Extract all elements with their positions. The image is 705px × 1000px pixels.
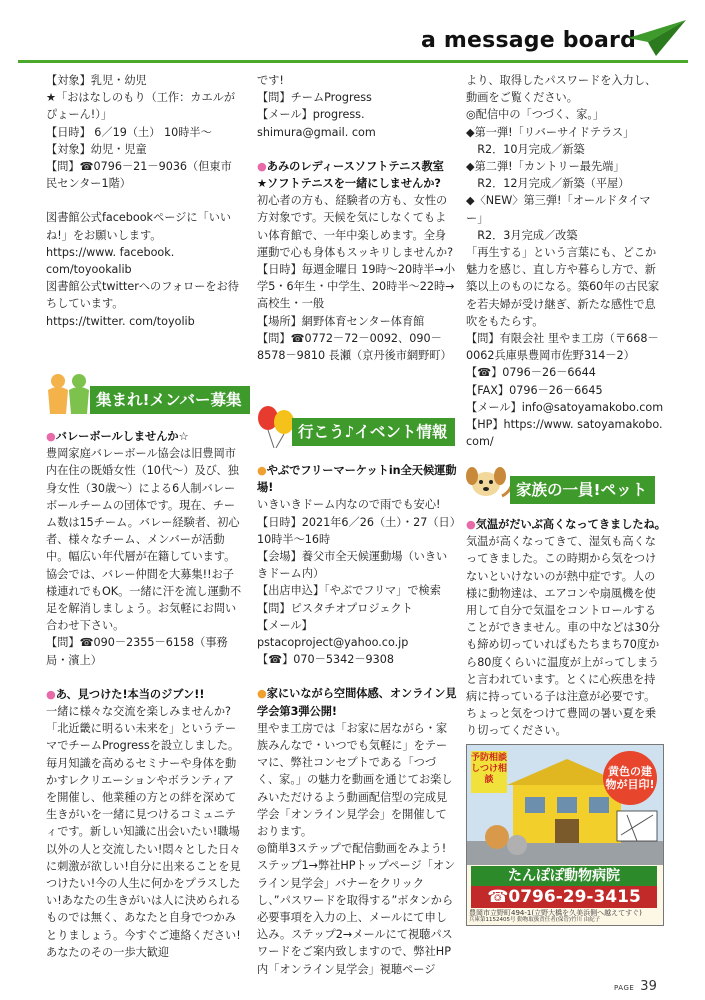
page-label: PAGE (614, 984, 635, 992)
page-footer (614, 979, 657, 994)
text-line: 【日時】 6／19（土） 10時半～ (46, 125, 212, 139)
event-section (257, 462, 457, 978)
page-title: a message board (421, 28, 637, 53)
text-line: ◆〈NEW〉第三弾!「オールドタイマー」 (466, 194, 651, 225)
yellow-building-badge: 黄色の建物が目印! (603, 751, 657, 805)
contact-line: 【問】☎0772－72－0092、090－8578－9810 長瀬（京丹後市網野町） (257, 331, 452, 363)
section-heading: ●バレーボールしませんか☆ (46, 430, 189, 443)
text-line: 【場所】網野体育センター体育館 (257, 314, 425, 328)
clinic-advertisement (466, 744, 664, 926)
paragraph: ◎簡単3ステップで配信動画をみよう!ステップ1→弊社HPトップページ「オンライン見学会」バナーをクリックし、”パスワードを取得する”ボタンから必要事項を入力の上、メールにて申し込み。ステップ2→メールにて視聴パスワードをご案内致しますので、弊社HP内「オンライン見学会」視聴ページ (257, 842, 456, 976)
members-banner: 集まれ!メンバー募集 (90, 386, 250, 414)
url-text: https://twitter. com/toyolib (46, 314, 195, 328)
text-line: いきいきドーム内なので雨でも安心! (257, 498, 441, 512)
text-line: 【問】☎0796－21－9036（但東市民センター1階） (46, 160, 232, 191)
paragraph: 「再生する」という言葉にも、どこか魅力を感じ、直し方や暮らし方で、新築以上のものになる。築60年の古民家を若夫婦が受け継ぎ、新たな感性で息吹をもたらす。 (466, 246, 660, 328)
text-line: 図書館公式twitterへのフォローをお待ちしています。 (46, 280, 239, 311)
paper-plane-icon (626, 18, 688, 58)
section-heading: ●あ、見つけた!本当のジブン!! (46, 687, 205, 701)
text-line: ◆第一弾!「リバーサイドテラス」 (466, 125, 635, 139)
clinic-name: たんぽぽ動物病院 (471, 866, 657, 886)
text-line: 【日時】2021年6／26（土）・27（日）10時半～16時 (257, 515, 456, 546)
clinic-license: 兵庫第1152405号 動物取扱責任者(保管)竹川 由紀子 (469, 917, 601, 923)
text-line: 【対象】乳児・幼児 (46, 74, 147, 87)
clinic-address: 豊岡市立野町494-1(立野大橋を久美浜側へ越えてすぐ) (469, 909, 642, 917)
contact-line: 【問】☎090－2355－6158（事務局・濱上） (46, 636, 228, 667)
event-banner: 行こう♪イベント情報 (292, 418, 455, 446)
text-line: です! (257, 74, 284, 87)
text-line: 【会場】養父市全天候運動場（いきいきドーム内） (257, 550, 448, 581)
text-line: 【問】ピスタチオプロジェクト (257, 601, 413, 615)
section-heading: ●気温がだいぶ高くなってきましたね。 (466, 518, 666, 531)
paragraph: より、取得したパスワードを入力し、動画をご覧ください。 (466, 74, 657, 105)
page-number: 39 (640, 979, 657, 994)
column-1 (46, 72, 242, 330)
text-line: 【メール】pstacoproject@yahoo.co.jp (257, 618, 409, 650)
clinic-phone: ☎0796-29-3415 (471, 886, 657, 908)
text-line: 【対象】幼児・児童 (46, 142, 147, 156)
header-rule (18, 60, 688, 63)
contact-line: 【メール】info@satoyamakobo.com (466, 400, 664, 414)
url-text: 【HP】https://www. satoyamakobo. com/ (466, 418, 667, 449)
section-subheading: ★ソフトテニスを一緒にしませんか? (257, 177, 441, 191)
contact-line: 【☎】070－5342－9308 (257, 653, 394, 667)
members-section (46, 428, 242, 961)
paragraph: 里やま工房では「お家に居ながら・家族みんなで・いつでも気軽に」をテーマに、弊社コンセプトである「つづく、家。」の魅力を動画を通じてお楽しみいただけるよう動画配信型の完成見学会「オンライン見学会」を開催しております。 (257, 721, 453, 839)
url-text: https://www. facebook. com/toyookalib (46, 245, 178, 277)
text-line: R2．10月完成／新築 (466, 142, 585, 156)
text-line: ◆第二弾!「カントリー最先端」 (466, 160, 625, 174)
text-line: R2．12月完成／新築（平屋） (466, 177, 630, 191)
dog-icon (462, 462, 514, 502)
section-heading: ●あみのレディースソフトテニス教室 (257, 159, 444, 173)
pet-banner: 家族の一員!ペット (510, 476, 655, 504)
section-heading: ●やぶでフリーマーケットin全天候運動場! (257, 464, 457, 495)
consultation-tag: 予防相談 しつけ相談 (471, 751, 507, 793)
section-heading: ●家にいながら空間体感、オンライン見学会第3弾公開! (257, 687, 457, 718)
text-line: 【日時】毎週金曜日 19時～20時半→小学5・6年生・中学生、20時半～22時→高校生・一般 (257, 263, 456, 311)
text-line: 図書館公式facebookページに「いいね!」をお願いします。 (46, 211, 232, 242)
text-line: R2．3月完成／改築 (466, 228, 578, 242)
contact-line: 【☎】0796－26－6644 (466, 366, 596, 380)
text-line: 【問】チームProgress (257, 91, 372, 105)
column-3 (466, 72, 666, 450)
text-line: ◎配信中の「つづく、家。」 (466, 108, 605, 122)
text-line: 【出店申込】「やぶでフリマ」で検索 (257, 584, 441, 598)
column-2 (257, 72, 457, 364)
paragraph: 初心者の方も、経験者の方も、女性の方対象です。天候を気にしなくてもよい体育館で、一年中楽しめます。全身運動で心も身体もスッキリしませんか? (257, 194, 454, 259)
text-line: ★「おはなしのもり（工作：カエルがぴょーん!）」 (46, 91, 236, 122)
people-icon (44, 372, 94, 416)
contact-line: 【FAX】0796－26－6645 (466, 383, 603, 397)
pet-section (466, 516, 666, 740)
paragraph: 豊岡家庭バレーボール協会は旧豊岡市内在住の既婚女性（10代～）及び、独身女性（30歳～）による6人制バレーボールチームの団体です。現在、チーム数は15チーム。バレー経験者、初心者、様々なチーム、メンバーが活動中。幅広い年代層が在籍しています。協会では、バレー仲間を大募集!!お子様連れでもOK。一緒に汗を流し運動不足を解消しましょう。お気軽にお問い合わせ下さい。 (46, 447, 242, 633)
contact-line: 【問】有限会社 里やま工房（〒668－0062兵庫県豊岡市佐野314－2） (466, 332, 659, 363)
paragraph: 気温が高くなってきて、湿気も高くなってきました。この時期から気をつけないといけないのが熱中症です。人の様に動物達は、エアコンや扇風機を使用して自分で気温をコントロールすることができません。車の中などは30分も締め切っていればもたちまち70度から80度くらいに温度が上がってしまうと言われています。とくに心疾患を持病に持っている子は注意が必要です。ちょっと気をつけて豊岡の暑い夏を乗り切ってください。 (466, 535, 660, 738)
text-line: 【メール】progress. shimura@gmail. com (257, 108, 376, 139)
paragraph: 一緒に様々な交流を楽しみませんか?「北近畿に明るい未来を」というテーマでチームProgressを設立しました。毎月知識を高めるセミナーや身体を動かすレクリエーションやボランティアを開催し、他業種の方との絆を深めて生きがいを一緒に見つけるコミュニティです。新しい知識に出会いたい!職場以外の人と交流したい!悶々とした日々に刺激が欲しい!自分に出来ることを見つけたい!今の人生に何かをプラスしたい!あなたの生きがいは人に決められるものでは無く、あなたと自身でつかみとりましょう。今すぐご連絡ください!あなたのその一歩大歓迎 (46, 705, 241, 959)
